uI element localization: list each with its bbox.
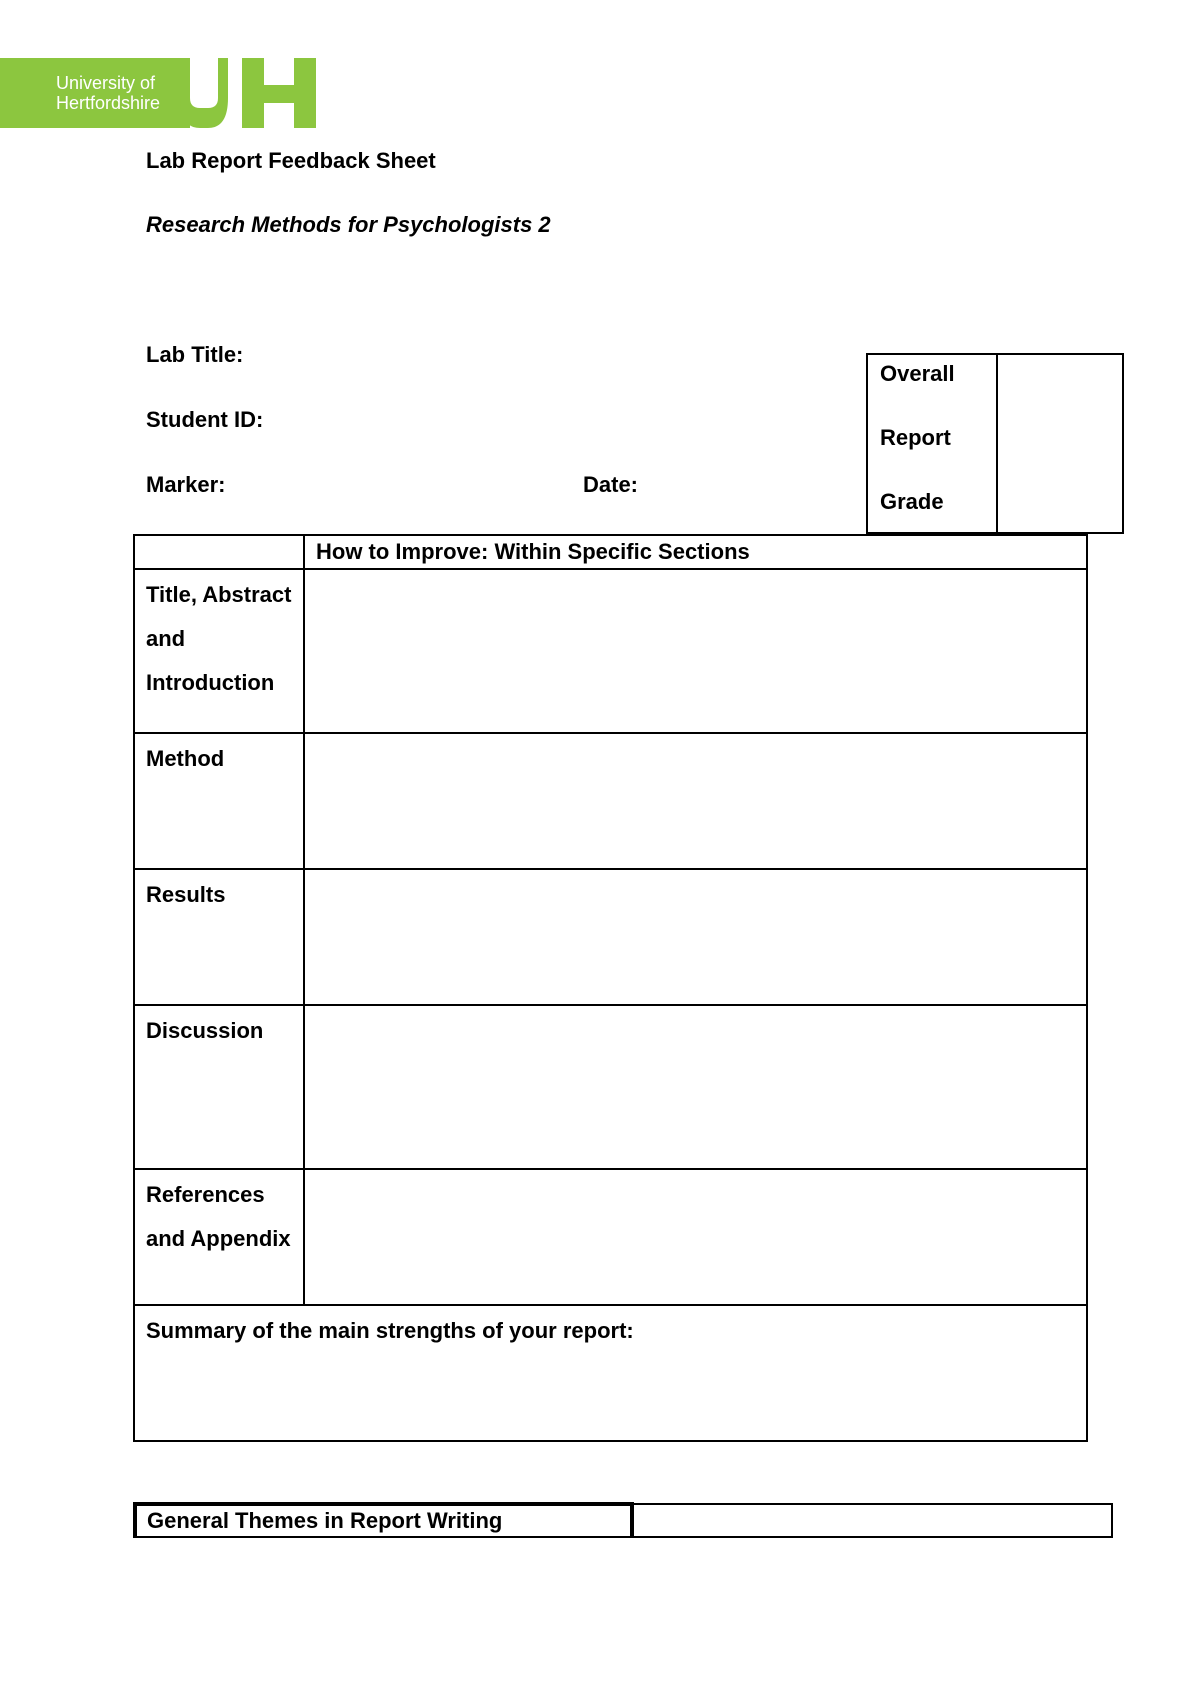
- table-header: How to Improve: Within Specific Sections: [304, 535, 1087, 569]
- grade-label-report: Report: [880, 425, 951, 450]
- table-row: [134, 569, 1087, 733]
- table-header-row: [134, 535, 1087, 569]
- sheet-title: Lab Report Feedback Sheet: [146, 148, 436, 173]
- row-label-results: Results: [134, 869, 304, 1005]
- grade-value-cell[interactable]: [1000, 355, 1122, 532]
- table-row: [134, 1005, 1087, 1169]
- date-label: Date:: [583, 472, 639, 497]
- header-empty-cell: [134, 535, 304, 569]
- feedback-cell-results[interactable]: [304, 869, 1087, 1005]
- themes-label: General Themes in Report Writing: [135, 1504, 632, 1537]
- student-id-label: Student ID:: [146, 407, 264, 432]
- grade-label-overall: Overall: [880, 361, 955, 386]
- uh-logo-icon: [180, 58, 325, 130]
- row-label-intro: Title, Abstract and Introduction: [134, 569, 304, 733]
- module-name: Research Methods for Psychologists 2: [146, 212, 551, 237]
- themes-value-cell[interactable]: [632, 1504, 1112, 1537]
- table-row: [134, 733, 1087, 869]
- grade-label-grade: Grade: [880, 489, 944, 514]
- feedback-cell-intro[interactable]: [304, 569, 1087, 733]
- feedback-cell-discussion[interactable]: [304, 1005, 1087, 1169]
- marker-label: Marker:: [146, 472, 226, 497]
- table-row: [134, 1169, 1087, 1305]
- university-logo-text: [56, 73, 160, 113]
- table-row: [134, 869, 1087, 1005]
- summary-strengths[interactable]: Summary of the main strengths of your report:: [134, 1305, 1087, 1441]
- logo-line-2: Hertfordshire: [56, 93, 161, 113]
- logo-line-1: University of: [56, 73, 156, 93]
- row-label-discussion: Discussion: [134, 1005, 304, 1169]
- feedback-table: [133, 534, 1088, 1442]
- row-label-method: Method: [134, 733, 304, 869]
- grade-divider: [996, 355, 998, 532]
- feedback-cell-references[interactable]: [304, 1169, 1087, 1305]
- themes-table: [133, 1502, 1113, 1538]
- row-label-references: References and Appendix: [134, 1169, 304, 1305]
- summary-row: [134, 1305, 1087, 1441]
- feedback-cell-method[interactable]: [304, 733, 1087, 869]
- overall-grade-box: [866, 353, 1124, 534]
- lab-title-label: Lab Title:: [146, 342, 244, 367]
